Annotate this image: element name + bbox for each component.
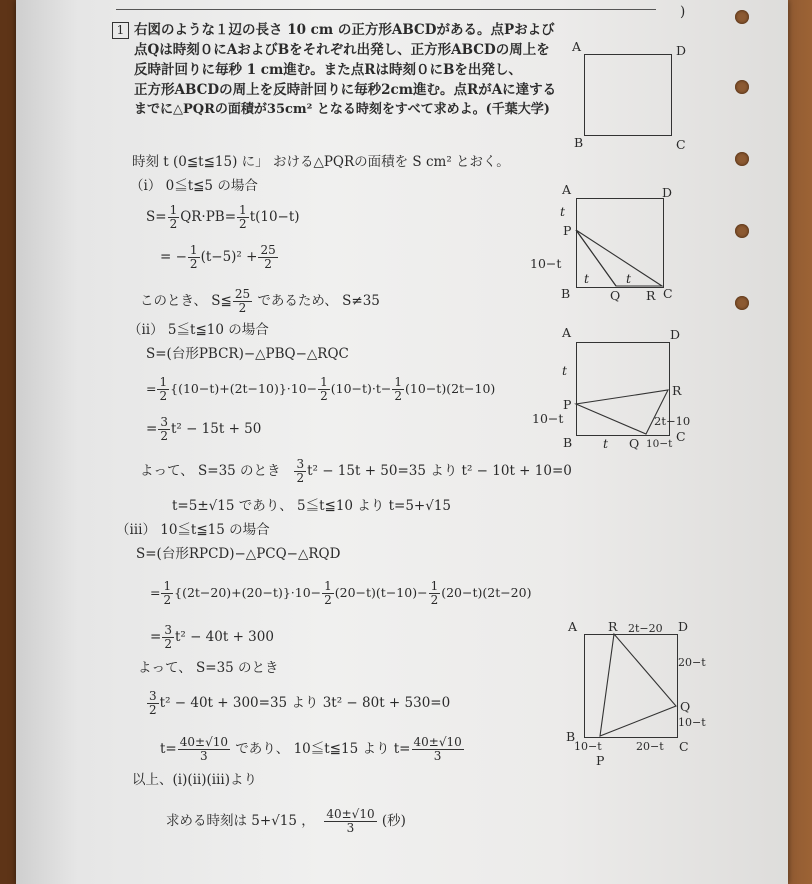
case1-conclusion: このとき、 S≦ $\frac{25}{2}$ であるため、 S≠35: [140, 287, 380, 315]
fig3-label-20-t: 20−t: [678, 656, 706, 669]
case2-eq2: = $\frac{1}{2}$ {(10−t)+(2t−10)}·10− $\frac{1}{2}$ (10−t)·t− $\frac{1}{2}$ (10−t)(2t−10): [146, 375, 496, 403]
fig3-label-2t-20: 2t−20: [628, 622, 663, 635]
fig3-label-Q: Q: [680, 699, 691, 714]
fig3-label-D: D: [678, 619, 689, 634]
problem-line: 正方形ABCDの周上を反時計回りに毎秒2cm進む。点RがAに達する: [134, 82, 557, 98]
case3-eq1: S=(台形RPCD)−△PCQ−△RQD: [136, 546, 341, 562]
problem-line: までに△PQRの面積が35cm² となる時刻をすべて求めよ。(千葉大学): [134, 102, 550, 117]
fig3-label-R: R: [608, 619, 618, 634]
fig2-label-Q: Q: [629, 436, 640, 451]
case1-heading: （ⅰ） 0≦t≦5 の場合: [130, 178, 258, 194]
fig1-label-t: t: [584, 271, 590, 286]
fig2-label-t: t: [562, 363, 568, 378]
fig2-label-R: R: [672, 383, 682, 398]
fig0-label-B: B: [574, 135, 584, 150]
problem-number: 1: [112, 22, 129, 39]
fig1-label-Q: Q: [610, 288, 621, 303]
fig0-label-A: A: [572, 39, 582, 54]
fig2-label-C: C: [676, 429, 686, 444]
fig2-label-A: A: [562, 325, 572, 340]
problem-line: 点Qは時刻０にAおよびBをそれぞれ出発し、正方形ABCDの周上を: [134, 42, 550, 58]
fig1-label-D: D: [662, 185, 673, 200]
case3-eq4: よって、 S=35 のとき: [138, 660, 279, 676]
punch-hole: [735, 224, 749, 238]
fig2-label-2t-10: 2t−10: [654, 414, 691, 428]
case2-eq1: S=(台形PBCR)−△PBQ−△RQC: [146, 346, 349, 362]
punch-hole: [735, 80, 749, 94]
final-answer: 求める時刻は 5+√15 ， $\frac{40\pm√10}{3}$ (秒): [166, 807, 406, 835]
fig0-label-C: C: [676, 137, 686, 152]
fig1-label-P: P: [563, 223, 572, 238]
fig1-label-R: R: [646, 288, 656, 303]
fig2-label-B: B: [563, 435, 573, 450]
fig1-label-B: B: [561, 286, 571, 301]
fig3-label-B: B: [566, 729, 576, 744]
case1-eq2: = − $\frac{1}{2}$ (t−5)² + $\frac{25}{2}$: [160, 243, 276, 271]
fig2-label-t: t: [603, 436, 609, 451]
fig3-label-C: C: [679, 739, 689, 754]
case3-eq5: $\frac{3}{2}$ t² − 40t + 300=35 より 3t² − 80t + 530=0: [149, 689, 451, 717]
problem-line: 反時計回りに毎秒 1 cm進む。また点Rは時刻０にBを出発し、: [134, 62, 522, 78]
fig3-label-10-t: 10−t: [574, 740, 602, 753]
case3-eq3: = $\frac{3}{2}$ t² − 40t + 300: [150, 623, 274, 651]
fig2-label-P: P: [563, 397, 572, 412]
case3-eq6: t= $\frac{40\pm√10}{3}$ であり、 10≦t≦15 より t= $\frac{40\pm√10}{3}$: [160, 735, 462, 763]
case2-eq3: = $\frac{3}{2}$ t² − 15t + 50: [146, 415, 262, 443]
conclusion-line: 以上、(ⅰ)(ⅱ)(ⅲ)より: [132, 772, 258, 788]
fig2-label-10-t: 10−t: [646, 438, 673, 450]
top-rule: [116, 9, 656, 10]
case3-eq2: = $\frac{1}{2}$ {(2t−20)+(20−t)}·10− $\frac{1}{2}$ (20−t)(t−10)− $\frac{1}{2}$ (20−t)(2t−20): [150, 579, 532, 607]
fig3-label-20-t: 20−t: [636, 740, 664, 753]
square-figure-problem: [584, 54, 672, 136]
fig1-label-C: C: [663, 286, 673, 301]
fig2-label-D: D: [670, 327, 681, 342]
fig1-label-t: t: [560, 204, 566, 219]
fig3-label-10-t: 10−t: [678, 716, 706, 729]
case1-eq1: S= $\frac{1}{2}$ QR·PB= $\frac{1}{2}$ t(10−t): [146, 203, 300, 231]
case2-heading: （ⅱ） 5≦t≦10 の場合: [128, 322, 269, 338]
case2-eq4: よって、 S=35 のとき $\frac{3}{2}$ t² − 15t + 50=35 より t² − 10t + 10=0: [140, 457, 572, 485]
punch-hole: [735, 296, 749, 310]
fig3-label-P: P: [596, 753, 605, 768]
fig1-label-t: t: [626, 271, 632, 286]
case3-heading: （ⅲ） 10≦t≦15 の場合: [116, 522, 270, 538]
case2-eq5: t=5±√15 であり、 5≦t≦10 より t=5+√15: [172, 498, 452, 514]
corner-mark: ): [680, 4, 686, 20]
fig1-label-A: A: [562, 182, 572, 197]
punch-hole: [735, 152, 749, 166]
punch-hole: [735, 10, 749, 24]
fig1-label-10-t: 10−t: [530, 256, 562, 271]
fig2-label-10-t: 10−t: [532, 411, 564, 426]
case3-triangle: [584, 634, 676, 736]
problem-line: 右図のような１辺の長さ 10 cm の正方形ABCDがある。点Pおよび: [134, 22, 555, 38]
fig3-label-A: A: [568, 619, 578, 634]
intro-line: 時刻 t (0≦t≦15) に」 おける△PQRの面積を S cm² とおく。: [132, 154, 510, 170]
fig0-label-D: D: [676, 43, 687, 58]
